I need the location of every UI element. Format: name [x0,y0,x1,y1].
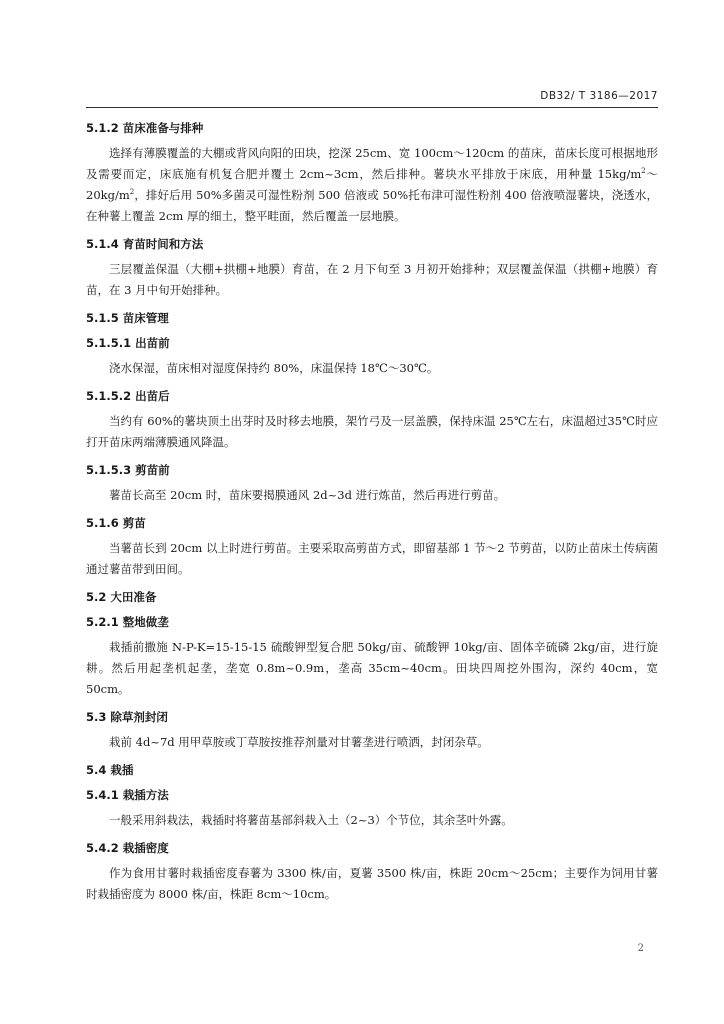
section-paragraph: 一般采用斜栽法，栽插时将薯苗基部斜栽入土（2~3）个节位，其余茎叶外露。 [109,813,513,827]
section-heading: 5.2 大田准备 [86,590,157,604]
section-paragraph: 作为食用甘薯时栽插密度春薯为 3300 株/亩，夏薯 3500 株/亩，株距 20cm～25cm；主要作为饲用甘薯时栽插密度为 8000 株/亩，株距 8cm～10cm。 [86,866,658,901]
section-heading: 5.4.1 栽插方法 [86,788,169,802]
document-code: DB32/ T 3186—2017 [540,90,658,102]
section-paragraph: 栽前 4d~7d 用甲草胺或丁草胺按推荐剂量对甘薯垄进行喷洒，封闭杂草。 [109,735,489,749]
header-rule [86,107,658,108]
section-paragraph: 当薯苗长到 20cm 以上时进行剪苗。主要采取高剪苗方式，即留基部 1 节～2 节剪苗，以防止苗床土传病菌通过薯苗带到田间。 [86,541,658,576]
section-paragraph: 三层覆盖保温（大棚+拱棚+地膜）育苗，在 2 月下旬至 3 月初开始排种；双层覆盖保温（拱棚+地膜）育苗，在 3 月中旬开始排种。 [86,262,658,297]
section-heading: 5.2.1 整地做垄 [86,615,169,629]
section-paragraph: 当约有 60%的薯块顶土出芽时及时移去地膜，架竹弓及一层盖膜，保持床温 25℃左右，床温超过35℃时应打开苗床两端薄膜通风降温。 [86,414,658,449]
section-heading: 5.1.5.1 出苗前 [86,336,170,350]
section-heading: 5.4.2 栽插密度 [86,841,169,855]
section-heading: 5.1.5.2 出苗后 [86,389,170,403]
section-heading: 5.1.5 苗床管理 [86,311,169,325]
page-number: 2 [637,943,644,954]
section-paragraph: 浇水保湿，苗床相对湿度保持约 80%，床温保持 18℃～30℃。 [109,361,439,375]
section-heading: 5.1.4 育苗时间和方法 [86,237,204,251]
document-body [86,118,658,912]
section-paragraph: 选择有薄膜覆盖的大棚或背风向阳的田块，挖深 25cm、宽 100cm～120cm 的苗床，苗床长度可根据地形及需要而定，床底施有机复合肥并覆土 2cm~3cm，然后排种。薯块水平排放于床底，用种量 $15kg/m^2\sim 20kg/m^2$，排好后用 50%多菌灵可湿性粉剂 500 倍液或 50%托布津可湿性粉剂 400 倍液喷湿薯块，浇透水，在种薯上覆盖 2cm 厚的细土，整平畦面，然后覆盖一层地膜。 [86,146,659,223]
section-paragraph: 栽插前撒施 N-P-K=15-15-15 硫酸钾型复合肥 50kg/亩、硫酸钾 10kg/亩、固体辛硫磷 2kg/亩，进行旋耕。然后用起垄机起垄，垄宽 0.8m~0.9m，垄高 35cm~40cm。田块四周挖外围沟，深约 40cm，宽 50cm。 [86,640,658,696]
section-heading: 5.3 除草剂封闭 [86,710,168,724]
section-heading: 5.1.5.3 剪苗前 [86,463,170,477]
section-heading: 5.4 栽插 [86,763,134,777]
section-heading: 5.1.6 剪苗 [86,516,146,530]
section-paragraph: 薯苗长高至 20cm 时，苗床要揭膜通风 2d~3d 进行炼苗，然后再进行剪苗。 [109,488,506,502]
section-heading: 5.1.2 苗床准备与排种 [86,121,204,135]
